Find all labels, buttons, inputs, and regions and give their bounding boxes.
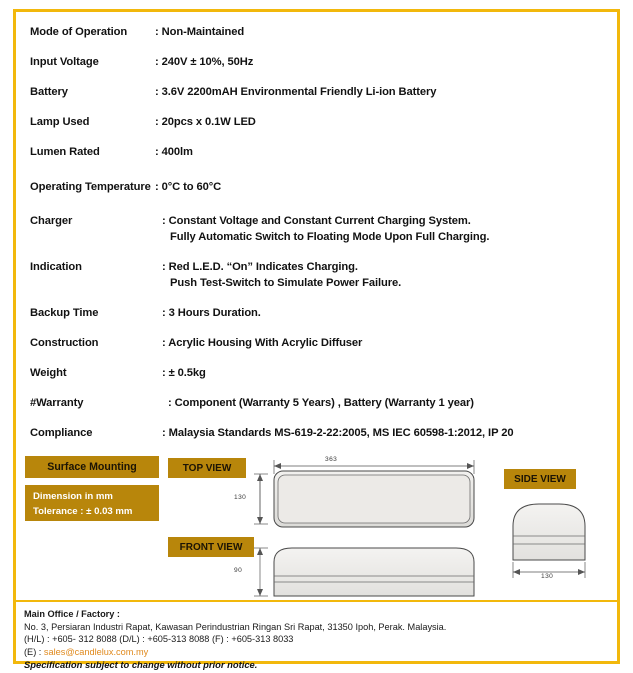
footer-email-line <box>24 646 611 659</box>
side-view-width-dimension: 130 <box>541 573 554 580</box>
spec-value: : 240V ± 10%, 50Hz <box>155 56 254 68</box>
footer-email-link[interactable]: sales@candlelux.com.my <box>43 646 149 657</box>
side-view-drawing <box>503 494 603 584</box>
spec-label: Charger <box>30 215 73 227</box>
front-view-badge: FRONT VIEW <box>168 537 254 557</box>
surface-mounting-badge: Surface Mounting <box>25 456 159 478</box>
spec-value: : ± 0.5kg <box>162 367 206 379</box>
spec-label: Mode of Operation <box>30 26 128 38</box>
dimension-tolerance-text: Tolerance : ± 0.03 mm <box>33 506 133 517</box>
footer-disclaimer: Specification subject to change without prior notice. <box>24 659 258 670</box>
spec-value: : 3 Hours Duration. <box>162 307 261 319</box>
front-view-drawing <box>234 534 498 606</box>
spec-label: Compliance <box>30 427 93 439</box>
spec-label: Construction <box>30 337 99 349</box>
spec-value: : Constant Voltage and Constant Current Charging System. <box>162 215 471 227</box>
spec-value: Fully Automatic Switch to Floating Mode Upon Full Charging. <box>170 231 490 243</box>
spec-value: : 3.6V 2200mAH Environmental Friendly Li-ion Battery <box>155 86 437 98</box>
spec-value: : 400lm <box>155 146 193 158</box>
top-view-width-dimension: 363 <box>325 456 338 463</box>
spec-value: Push Test-Switch to Simulate Power Failure. <box>170 277 402 289</box>
footer-title: Main Office / Factory : <box>24 609 120 619</box>
spec-value: : Acrylic Housing With Acrylic Diffuser <box>162 337 363 349</box>
footer-email-prefix: (E) : <box>24 646 44 657</box>
footer-phone: (H/L) : +605- 312 8088 (D/L) : +605-313 8088 (F) : +605-313 8033 <box>24 634 294 644</box>
sheet-border-frame <box>13 9 620 670</box>
spec-value: : Malaysia Standards MS-619-2-22:2005, MS IEC 60598-1:2012, IP 20 <box>162 427 514 439</box>
footer-divider <box>16 600 617 602</box>
footer-address: No. 3, Persiaran Industri Rapat, Kawasan Perindustrian Ringan Sri Rapat, 31350 Ipoh, Perak. Malaysia. <box>24 621 447 632</box>
spec-label: Lumen Rated <box>30 146 100 158</box>
top-view-drawing <box>234 452 498 532</box>
spec-value: : 0°C to 60°C <box>155 181 222 193</box>
spec-value: : Component (Warranty 5 Years) , Battery (Warranty 1 year) <box>168 397 474 409</box>
side-view-badge: SIDE VIEW <box>504 469 576 489</box>
spec-label: Operating Temperature <box>30 181 151 193</box>
spec-label: #Warranty <box>30 397 84 409</box>
dimension-unit-text: Dimension in mm <box>33 491 113 502</box>
spec-label: Battery <box>30 86 68 98</box>
front-view-height-dimension: 90 <box>234 567 243 574</box>
spec-label: Backup Time <box>30 307 99 319</box>
spec-value: : Non-Maintained <box>155 26 245 38</box>
spec-value: : Red L.E.D. “On” Indicates Charging. <box>162 261 358 273</box>
spec-label: Indication <box>30 261 82 273</box>
spec-label: Lamp Used <box>30 116 90 128</box>
spec-value: : 20pcs x 0.1W LED <box>155 116 256 128</box>
footer-contact-block <box>24 608 611 672</box>
top-view-badge: TOP VIEW <box>168 458 246 478</box>
spec-label: Weight <box>30 367 67 379</box>
top-view-height-dimension: 130 <box>234 494 247 501</box>
dimension-note-box <box>25 485 159 521</box>
spec-label: Input Voltage <box>30 56 99 68</box>
